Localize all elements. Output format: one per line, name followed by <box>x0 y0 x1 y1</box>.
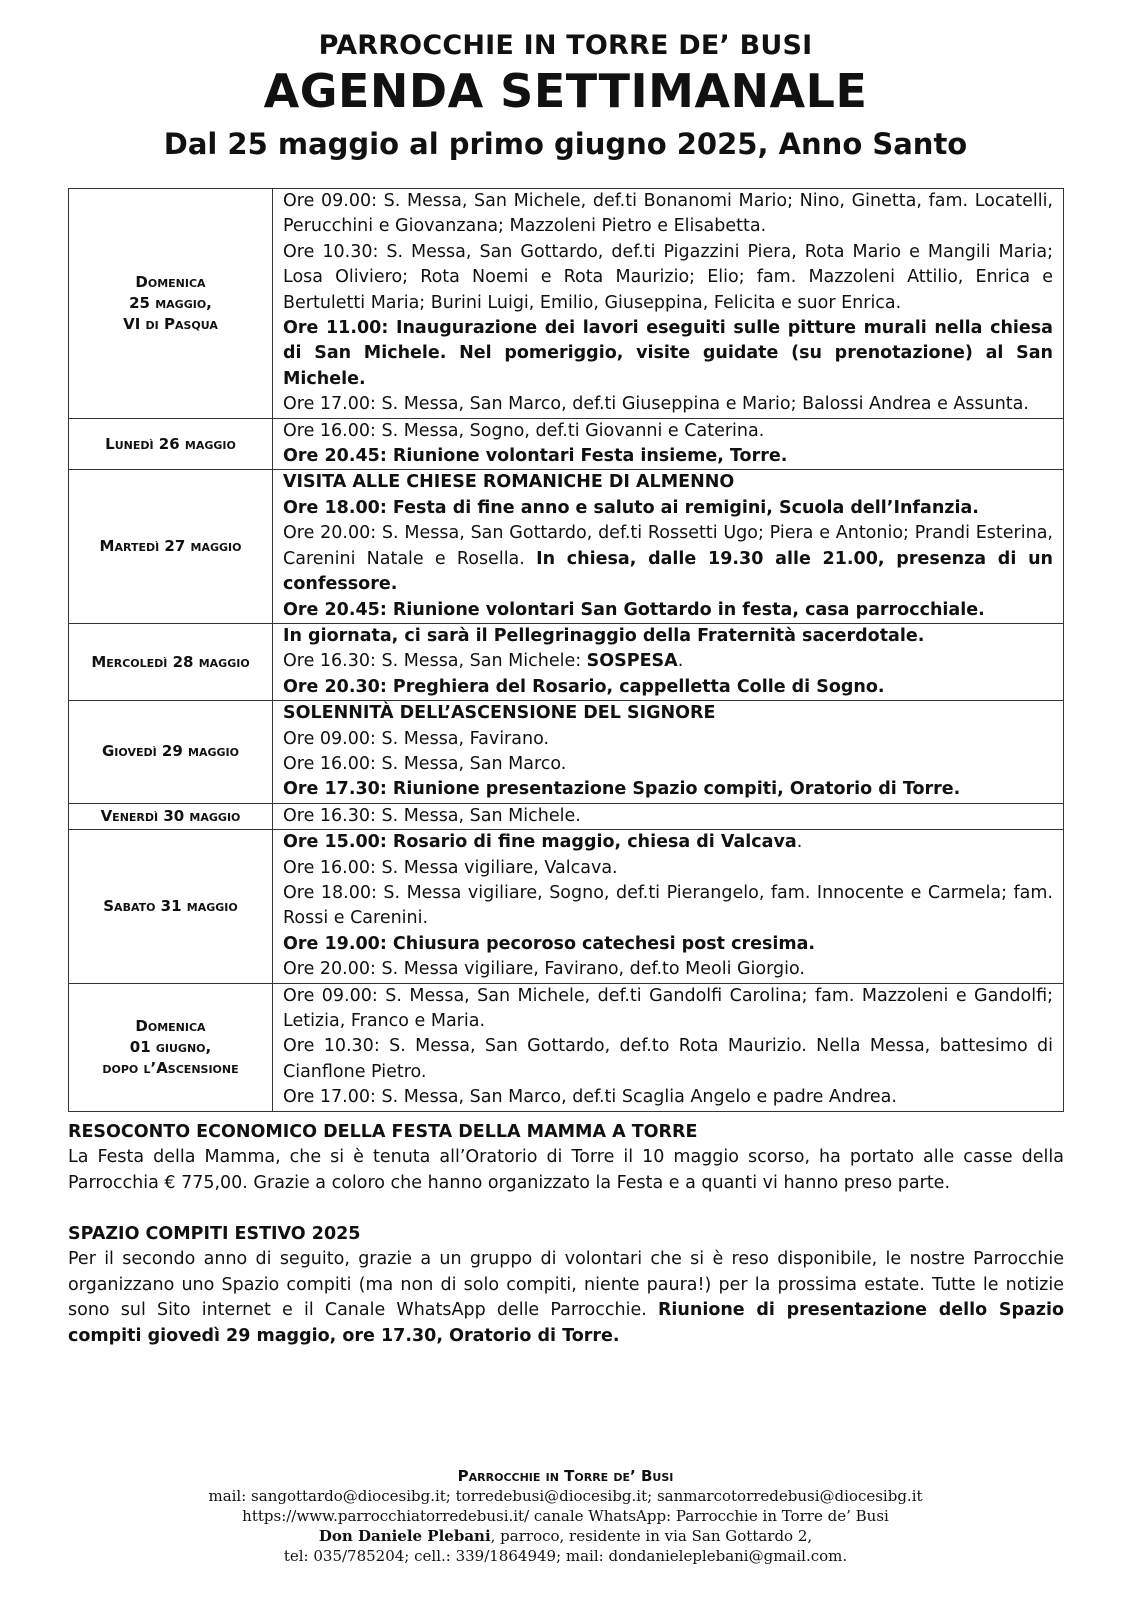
day-events <box>273 803 1064 829</box>
event-entry <box>283 1085 1053 1110</box>
agenda-row <box>69 189 1064 419</box>
event-entry <box>283 470 1053 495</box>
day-label-line: VI di Pasqua <box>123 314 218 333</box>
agenda-row <box>69 701 1064 804</box>
page-title: AGENDA SETTIMANALE <box>263 64 868 118</box>
day-events <box>273 830 1064 983</box>
priest-info: , parroco, residente in via San Gottardo 2, <box>490 1527 813 1545</box>
event-entry <box>283 856 1053 881</box>
event-entry <box>283 392 1053 417</box>
event-text: Ore 16.30: S. Messa, San Michele: <box>283 651 587 672</box>
day-events <box>273 623 1064 700</box>
event-text: Ore 10.30: S. Messa, San Gottardo, def.ti Pigazzini Piera, Rota Mario e Mangili Maria; Losa Oliviero; Rota Noemi e Rota Maurizio; Elio; fam. Mazzoleni Attilio, Enrica e Bertuletti Maria; Burini Luigi, Emilio, Giuseppina, Felicita e suor Enrica. <box>283 241 1053 313</box>
event-entry <box>283 984 1053 1035</box>
event-entry <box>283 598 1053 623</box>
agenda-row <box>69 470 1064 623</box>
event-entry <box>283 649 1053 674</box>
event-text: Ore 20.00: S. Messa, San Gottardo, def.ti Rossetti Ugo; Piera e Antonio; Prandi Esterina, Carenini Natale e Rosella. <box>283 523 1053 569</box>
day-label <box>69 830 273 983</box>
day-label <box>69 983 273 1111</box>
day-label <box>69 803 273 829</box>
event-text: In giornata, ci sarà il Pellegrinaggio della Fraternità sacerdotale. <box>283 625 925 646</box>
day-label <box>69 623 273 700</box>
day-label-line: Martedì 27 maggio <box>99 537 242 556</box>
agenda-row <box>69 418 1064 470</box>
day-label-line: Venerdì 30 maggio <box>100 806 241 825</box>
event-punctuation: . <box>796 832 803 853</box>
agenda-row <box>69 623 1064 700</box>
event-text: Ore 16.00: S. Messa, San Marco. <box>283 753 567 774</box>
day-label-line: Sabato 31 maggio <box>103 896 238 915</box>
event-text: Ore 16.00: S. Messa vigiliare, Valcava. <box>283 857 618 878</box>
event-text: Ore 19.00: Chiusura pecoroso catechesi post cresima. <box>283 933 816 954</box>
day-label <box>69 701 273 804</box>
event-entry <box>283 316 1053 392</box>
event-entry <box>283 727 1053 752</box>
event-entry <box>283 957 1053 982</box>
summer-homework-text: Per il secondo anno di seguito, grazie a un gruppo di volontari che si è reso disponibile, le nostre Parrocchie organizzano uno Spazio compiti (ma non di solo compiti, niente paura!) per la prossima estate. Tutte le notizie sono sul Sito internet e il Canale WhatsApp delle Parrocchie. <box>68 1249 1064 1321</box>
agenda-row <box>69 983 1064 1111</box>
event-entry <box>283 881 1053 932</box>
event-entry <box>283 701 1053 726</box>
event-punctuation: . <box>677 651 684 672</box>
footer-web-line: https://www.parrocchiatorredebusi.it/ canale WhatsApp: Parrocchie in Torre de’ Busi <box>242 1507 889 1525</box>
footer-contact-line: tel: 035/785204; cell.: 339/1864949; mail: dondanieleplebani@gmail.com. <box>283 1547 848 1565</box>
event-entry <box>283 419 1053 444</box>
economic-report-title: RESOCONTO ECONOMICO DELLA FESTA DELLA MAMMA A TORRE <box>68 1122 698 1142</box>
event-entry <box>283 521 1053 597</box>
event-text: Ore 10.30: S. Messa, San Gottardo, def.to Rota Maurizio. Nella Messa, battesimo di Cianflone Pietro. <box>283 1036 1053 1082</box>
footer-priest-line <box>0 1526 1131 1546</box>
day-label-line: Domenica <box>135 1016 206 1035</box>
day-events <box>273 189 1064 419</box>
event-text: Ore 18.00: Festa di fine anno e saluto ai remigini, Scuola dell’Infanzia. <box>283 497 979 518</box>
day-label-line: 25 maggio, <box>129 293 212 312</box>
event-text: Ore 20.45: Riunione volontari San Gottardo in festa, casa parrocchiale. <box>283 599 985 620</box>
event-text: Ore 17.30: Riunione presentazione Spazio compiti, Oratorio di Torre. <box>283 779 961 800</box>
day-events <box>273 418 1064 470</box>
event-text: Ore 20.00: S. Messa vigiliare, Favirano, def.to Meoli Giorgio. <box>283 959 805 980</box>
summer-homework-section <box>68 1222 1064 1349</box>
event-highlight: SOSPESA <box>586 651 678 672</box>
day-label-line: Domenica <box>135 272 206 291</box>
event-highlight: In chiesa, dalle 19.30 alle 21.00, presenza di un confessore. <box>283 548 1053 595</box>
agenda-row <box>69 803 1064 829</box>
event-text: Ore 17.00: S. Messa, San Marco, def.ti Giuseppina e Mario; Balossi Andrea e Assunta. <box>283 394 1029 415</box>
day-label <box>69 470 273 623</box>
footer-contacts <box>0 1466 1131 1566</box>
day-label-line: Mercoledì 28 maggio <box>91 652 250 671</box>
event-entry <box>283 240 1053 316</box>
day-label <box>69 418 273 470</box>
event-text: Ore 20.45: Riunione volontari Festa insieme, Torre. <box>283 446 788 467</box>
event-entry <box>283 624 1053 649</box>
event-text: SOLENNITÀ DELL’ASCENSIONE DEL SIGNORE <box>283 703 716 724</box>
event-text: Ore 09.00: S. Messa, San Michele, def.ti Bonanomi Mario; Nino, Ginetta, fam. Locatelli, Perucchini e Giovanzana; Mazzoleni Pietro e Elisabetta. <box>283 191 1053 237</box>
date-range-subtitle: Dal 25 maggio al primo giugno 2025, Anno Santo <box>163 127 968 161</box>
event-entry <box>283 496 1053 521</box>
event-entry <box>283 752 1053 777</box>
day-events <box>273 983 1064 1111</box>
day-events <box>273 470 1064 623</box>
weekly-agenda-table <box>68 188 1064 1112</box>
economic-report-body: La Festa della Mamma, che si è tenuta all’Oratorio di Torre il 10 maggio scorso, ha portato alle casse della Parrocchia € 775,00. Grazie a coloro che hanno organizzato la Festa e a quanti vi hanno preso parte. <box>68 1147 1064 1193</box>
event-text: Ore 16.00: S. Messa, Sogno, def.ti Giovanni e Caterina. <box>283 420 765 441</box>
event-entry <box>283 804 1053 829</box>
event-entry <box>283 675 1053 700</box>
summer-homework-meeting: Riunione di presentazione dello Spazio compiti giovedì 29 maggio, ore 17.30, Oratorio di Torre. <box>68 1300 1064 1346</box>
footer-mail-line: mail: sangottardo@diocesibg.it; torredebusi@diocesibg.it; sanmarcotorredebusi@diocesibg.it <box>208 1487 923 1505</box>
day-label-line: dopo l’Ascensione <box>102 1058 239 1077</box>
event-text: Ore 09.00: S. Messa, Favirano. <box>283 728 550 749</box>
parish-name-heading: PARROCCHIE IN TORRE DE’ BUSI <box>318 30 813 61</box>
event-text: Ore 09.00: S. Messa, San Michele, def.ti Gandolfi Carolina; fam. Mazzoleni e Gandolfi; Letizia, Franco e Maria. <box>283 985 1053 1031</box>
agenda-row <box>69 830 1064 983</box>
event-text: Ore 17.00: S. Messa, San Marco, def.ti Scaglia Angelo e padre Andrea. <box>283 1087 897 1108</box>
event-text: Ore 18.00: S. Messa vigiliare, Sogno, def.ti Pierangelo, fam. Innocente e Carmela; fam. Rossi e Carenini. <box>283 882 1053 929</box>
event-entry <box>283 1034 1053 1085</box>
event-entry <box>283 932 1053 957</box>
event-entry <box>283 189 1053 240</box>
day-label-line: 01 giugno, <box>129 1037 212 1056</box>
event-text: Ore 20.30: Preghiera del Rosario, cappelletta Colle di Sogno. <box>283 676 885 697</box>
priest-name: Don Daniele Plebani <box>318 1527 491 1545</box>
event-text: VISITA ALLE CHIESE ROMANICHE DI ALMENNO <box>283 472 735 493</box>
economic-report-section <box>68 1120 1064 1196</box>
event-text: Ore 16.30: S. Messa, San Michele. <box>283 805 581 826</box>
event-entry <box>283 777 1053 802</box>
event-text: Ore 11.00: Inaugurazione dei lavori eseguiti sulle pitture murali nella chiesa di San Michele. Nel pomeriggio, visite guidate (su prenotazione) al San Michele. <box>283 318 1053 389</box>
event-entry <box>283 444 1053 469</box>
day-label-line: Lunedì 26 maggio <box>105 434 236 453</box>
day-label <box>69 189 273 419</box>
day-label-line: Giovedì 29 maggio <box>102 742 239 761</box>
event-entry <box>283 830 1053 855</box>
footer-title: Parrocchie in Torre de’ Busi <box>457 1467 674 1485</box>
day-events <box>273 701 1064 804</box>
summer-homework-title: SPAZIO COMPITI ESTIVO 2025 <box>68 1224 361 1244</box>
summer-homework-body <box>68 1247 1064 1349</box>
event-text: Ore 15.00: Rosario di fine maggio, chiesa di Valcava <box>283 832 797 853</box>
